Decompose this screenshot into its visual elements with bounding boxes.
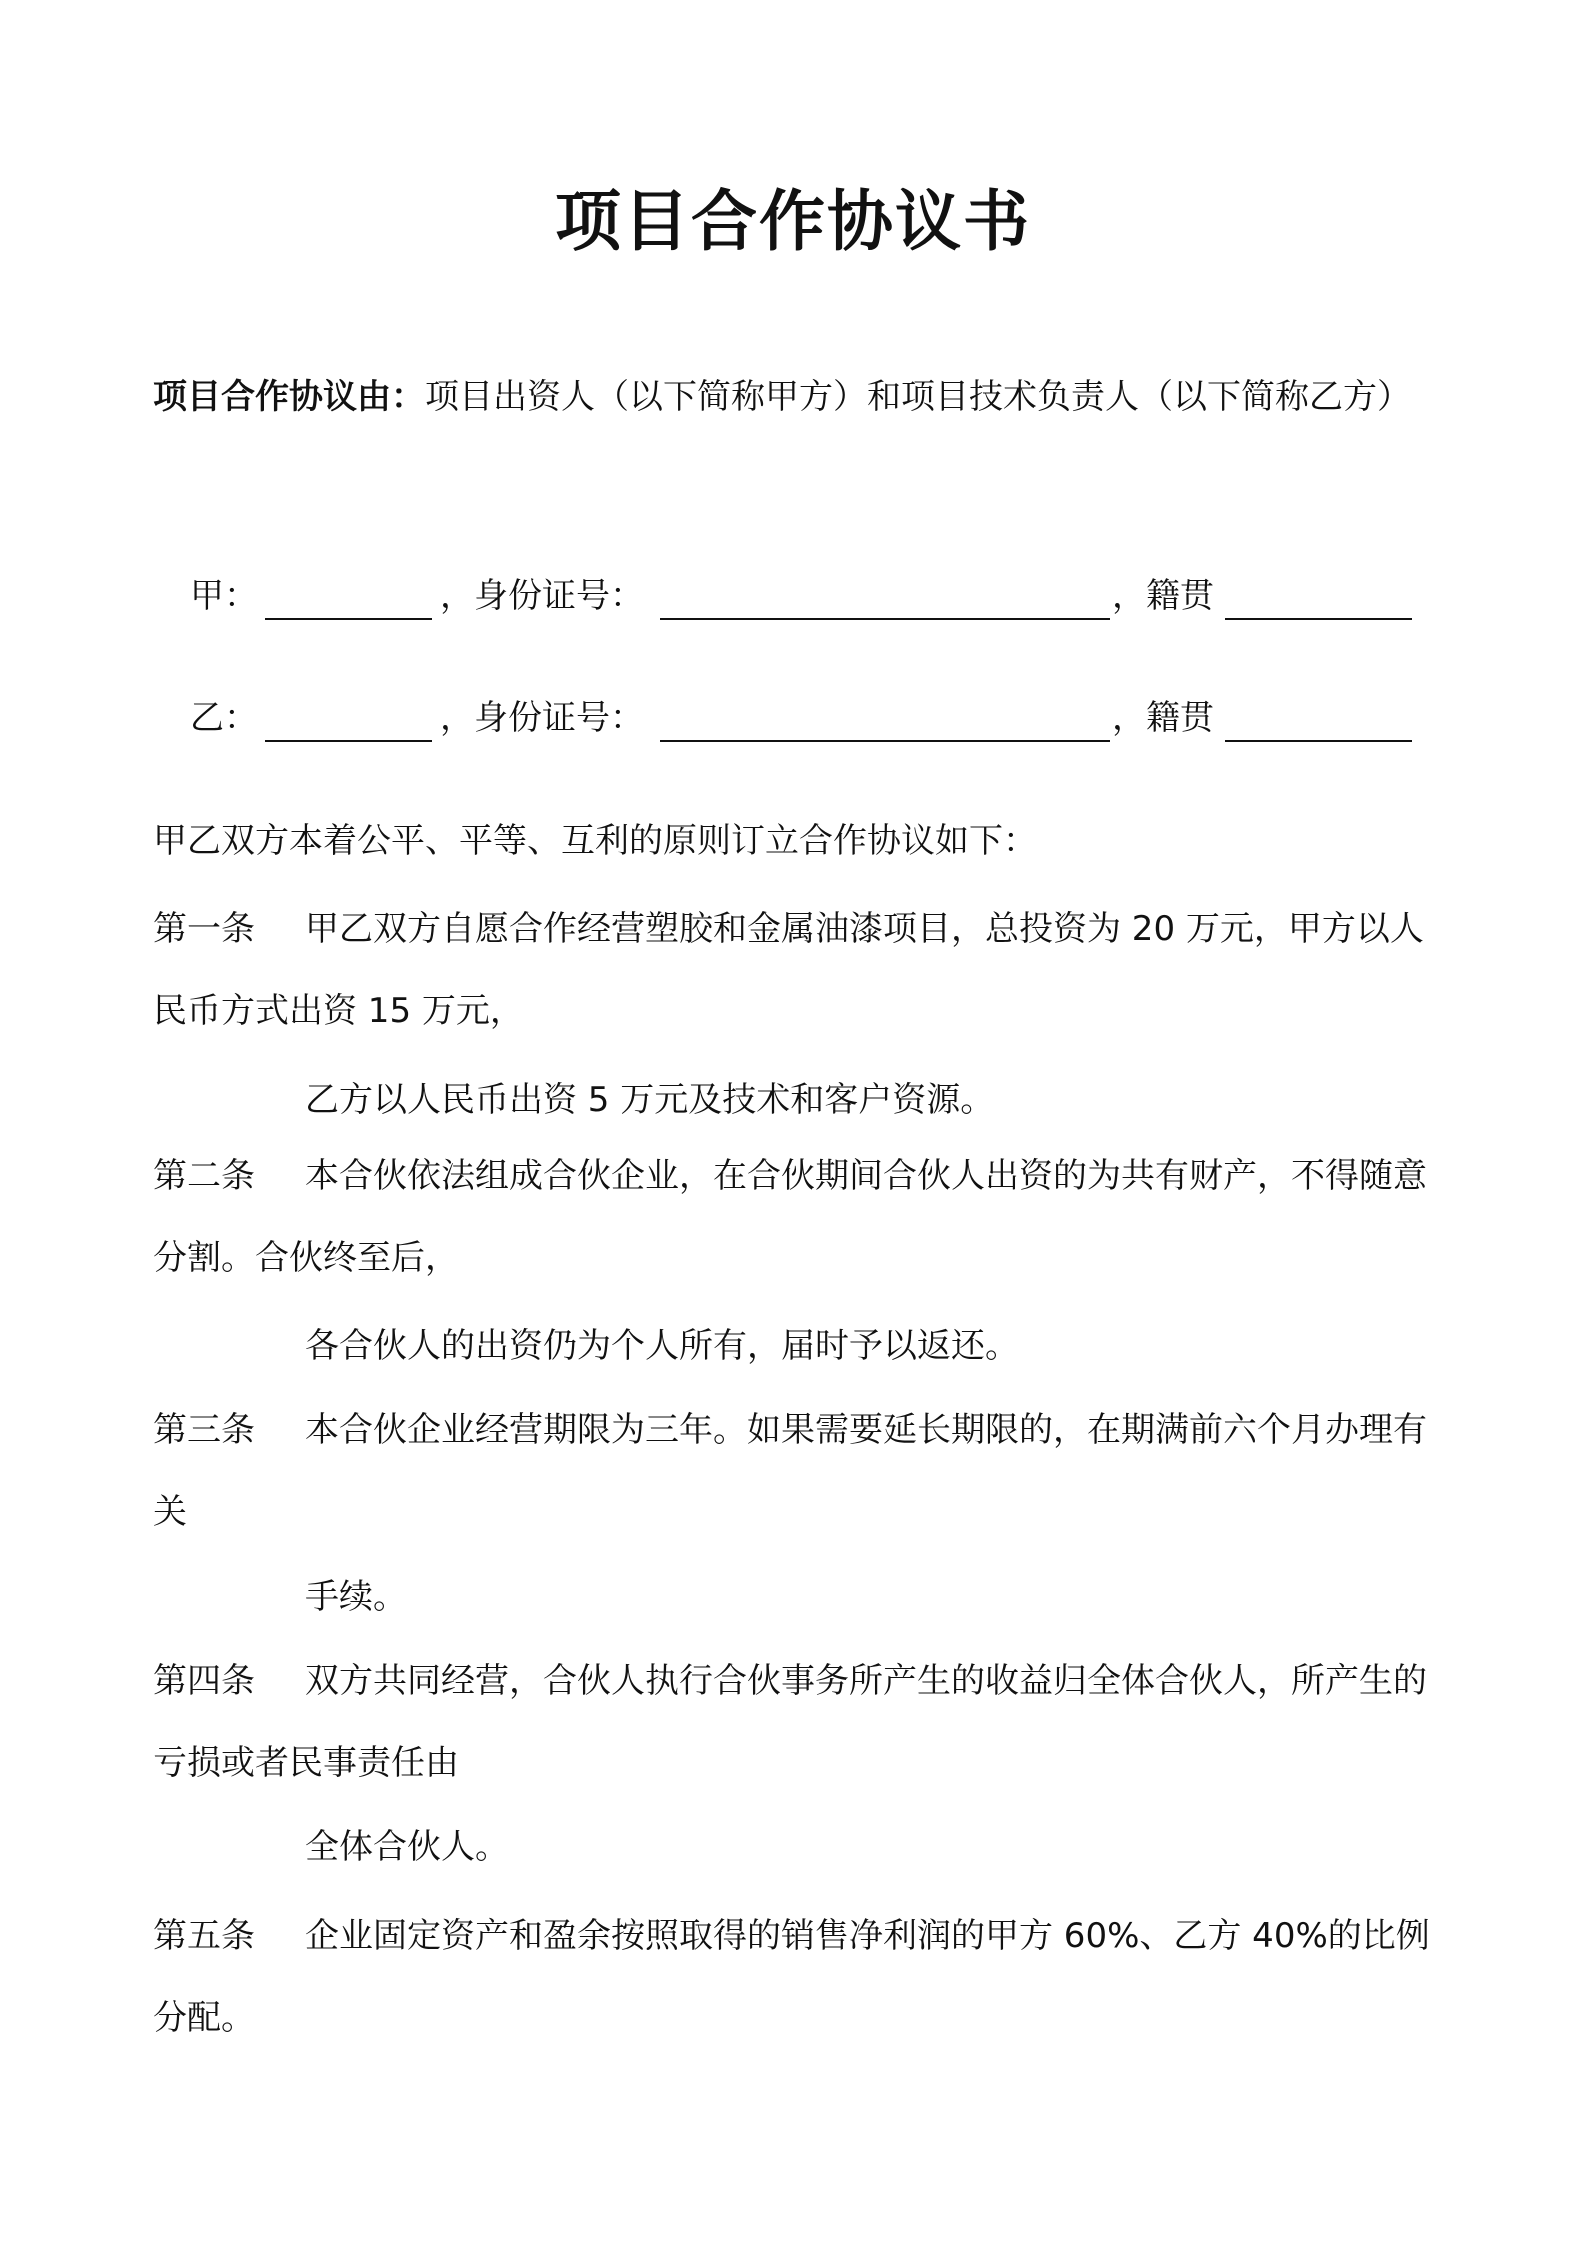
article-1-continuation: 乙方以人民币出资 5 万元及技术和客户资源。	[305, 1080, 995, 1120]
article-2	[153, 1135, 1453, 1299]
article-2-text: 本合伙依法组成合伙企业，在合伙期间合伙人出资的为共有财产，不得随意分割。合伙终至后，	[153, 1156, 1427, 1278]
article-3-continuation: 手续。	[305, 1577, 407, 1617]
party-b-label: 乙：	[190, 698, 258, 738]
article-1-label: 第一条	[153, 909, 255, 949]
article-3	[153, 1389, 1453, 1553]
party-b-name-blank[interactable]	[265, 740, 432, 742]
party-a-label: 甲：	[190, 576, 258, 616]
intro-text: 项目出资人（以下简称甲方）和项目技术负责人（以下简称乙方）	[425, 377, 1411, 417]
article-5	[153, 1895, 1453, 2059]
article-1	[153, 888, 1453, 1052]
article-1-text: 甲乙双方自愿合作经营塑胶和金属油漆项目，总投资为 20 万元，甲方以人民币方式出资 15 万元，	[153, 909, 1424, 1031]
article-4-continuation: 全体合伙人。	[305, 1827, 509, 1867]
article-4	[153, 1640, 1453, 1804]
article-4-label: 第四条	[153, 1661, 255, 1701]
article-5-label: 第五条	[153, 1916, 255, 1956]
intro-paragraph	[153, 356, 1453, 438]
party-b-origin-blank[interactable]	[1225, 740, 1412, 742]
article-5-text: 企业固定资产和盈余按照取得的销售净利润的甲方 60%、乙方 40%的比例分配。	[153, 1916, 1430, 2038]
article-3-label: 第三条	[153, 1410, 255, 1450]
article-4-text: 双方共同经营，合伙人执行合伙事务所产生的收益归全体合伙人，所产生的亏损或者民事责任由	[153, 1661, 1427, 1783]
document-title: 项目合作协议书	[555, 183, 1031, 260]
party-b-origin-label: ，籍贯	[1112, 698, 1214, 738]
intro-lead: 项目合作协议由：	[153, 377, 425, 417]
party-a-origin-blank[interactable]	[1225, 618, 1412, 620]
article-2-continuation: 各合伙人的出资仍为个人所有，届时予以返还。	[305, 1326, 1019, 1366]
principle-paragraph: 甲乙双方本着公平、平等、互利的原则订立合作协议如下：	[153, 821, 1037, 861]
article-3-text: 本合伙企业经营期限为三年。如果需要延长期限的，在期满前六个月办理有关	[153, 1410, 1427, 1532]
article-2-label: 第二条	[153, 1156, 255, 1196]
party-a-id-blank[interactable]	[660, 618, 1110, 620]
party-a-origin-label: ，籍贯	[1112, 576, 1214, 616]
party-a-name-blank[interactable]	[265, 618, 432, 620]
party-a-id-label: ，身份证号：	[440, 576, 644, 616]
party-b-id-blank[interactable]	[660, 740, 1110, 742]
party-b-id-label: ，身份证号：	[440, 698, 644, 738]
